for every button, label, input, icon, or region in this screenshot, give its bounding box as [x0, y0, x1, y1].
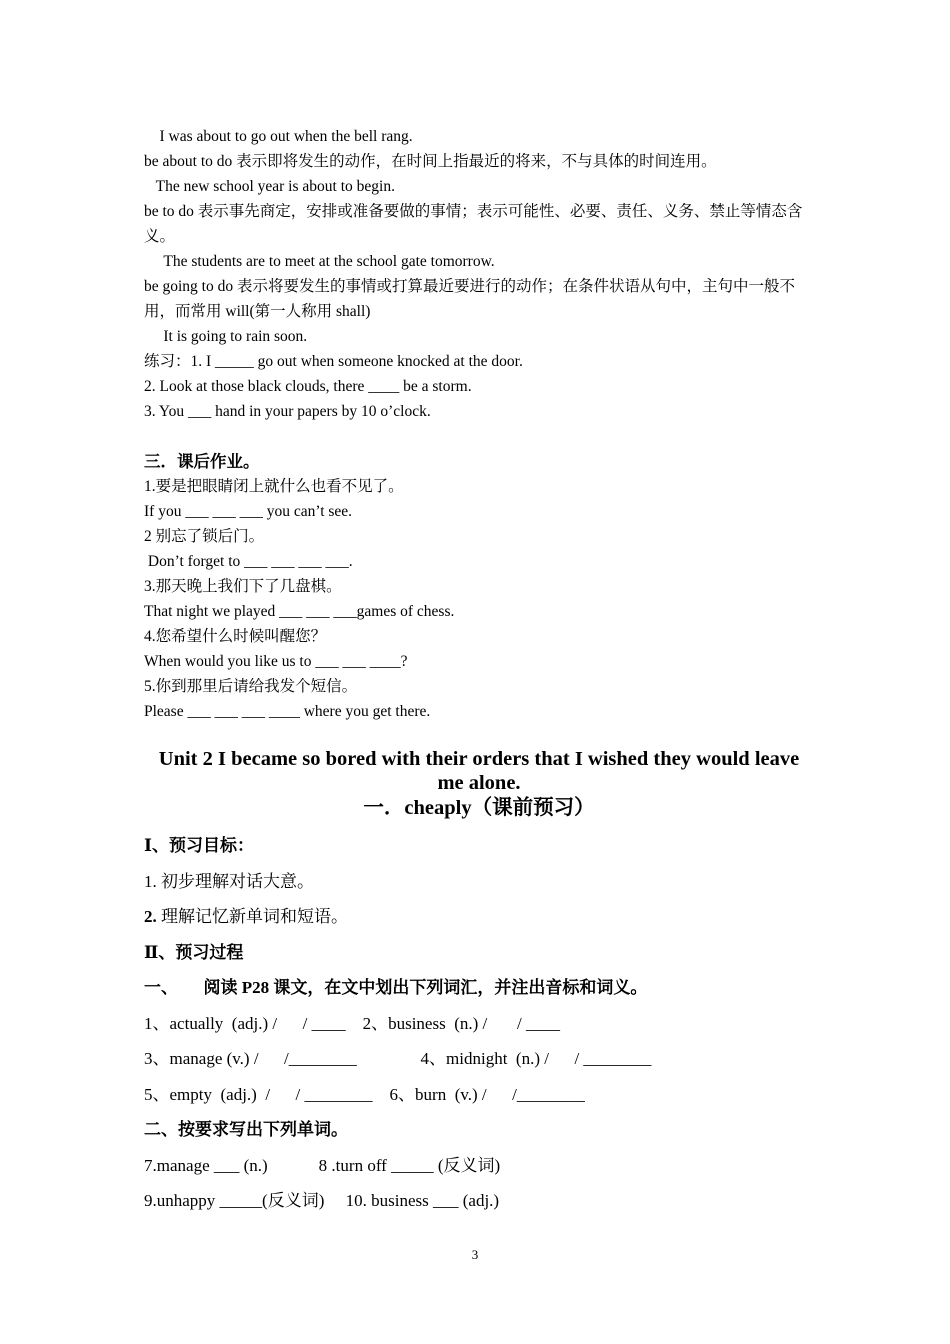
vocab-row: 1、actually (adj.) / / ____ 2、business (n.) / / ____: [144, 1013, 560, 1033]
word-row: 7.manage ___ (n.) 8 .turn off _____ (反义词): [144, 1155, 501, 1175]
grammar-note: be to do 表示事先商定，安排或准备要做的事情；表示可能性、必要、责任、义务、禁止等情态含义。: [144, 203, 803, 245]
goals-heading: Ⅰ、预习目标：: [144, 836, 254, 855]
page-number: 3: [471, 1247, 479, 1262]
word-row: 9.unhappy _____(反义词) 10. business ___ (adj.): [144, 1191, 500, 1210]
homework-item: Don’t forget to ___ ___ ___ ___.: [144, 553, 353, 570]
practice-item: 练习：1. I _____ go out when someone knocked at the door.: [144, 353, 523, 370]
unit-subtitle: 一．cheaply（课前预习）: [363, 797, 595, 819]
homework-item: 2 别忘了锁后门。: [144, 528, 265, 545]
task-heading: 二、按要求写出下列单词。: [144, 1120, 348, 1139]
example-sentence: I was about to go out when the bell rang.: [144, 128, 413, 145]
vocab-row: 5、empty (adj.) / / ________ 6、burn (v.) / /________: [144, 1084, 585, 1104]
unit-title: Unit 2 I became so bored with their orders that I wished they would leave me alone.: [158, 748, 800, 794]
goal-number: 2.: [144, 907, 157, 926]
example-sentence: The students are to meet at the school gate tomorrow.: [144, 253, 495, 270]
practice-item: 2. Look at those black clouds, there ____ be a storm.: [144, 378, 472, 395]
grammar-note: be about to do 表示即将发生的动作，在时间上指最近的将来，不与具体的时间连用。: [144, 153, 717, 170]
homework-item: That night we played ___ ___ ___games of chess.: [144, 603, 455, 620]
homework-item: 5.你到那里后请给我发个短信。: [144, 678, 358, 695]
homework-item: 4.您希望什么时候叫醒您？: [144, 628, 327, 645]
goal-text: 理解记忆新单词和短语。: [156, 907, 348, 926]
grammar-note: be going to do 表示将要发生的事情或打算最近要进行的动作；在条件状语从句中，主句中一般不用，而常用 will(第一人称用 shall): [144, 278, 795, 320]
homework-heading: 三．课后作业。: [144, 452, 260, 471]
spacer: [144, 724, 814, 747]
vocab-row: 3、manage (v.) / /________ 4、midnight (n.) / / ________: [144, 1049, 652, 1068]
example-sentence: It is going to rain soon.: [144, 328, 308, 345]
homework-item: When would you like us to ___ ___ ____?: [144, 653, 408, 670]
spacer: [144, 820, 814, 828]
homework-item: 3.那天晚上我们下了几盘棋。: [144, 578, 342, 595]
example-sentence: The new school year is about to begin.: [144, 178, 395, 195]
goal-item: 1. 初步理解对话大意。: [144, 871, 314, 891]
practice-item: 3. You ___ hand in your papers by 10 o’clock.: [144, 403, 431, 420]
task-heading: 一、 阅读 P28 课文，在文中划出下列词汇，并注出音标和词义。: [144, 978, 648, 997]
process-heading: Ⅱ、预习过程: [144, 942, 244, 962]
page-content: [144, 124, 814, 1219]
homework-item: 1.要是把眼睛闭上就什么也看不见了。: [144, 478, 404, 495]
homework-item: If you ___ ___ ___ you can’t see.: [144, 503, 353, 520]
goal-item: [144, 899, 814, 935]
spacer: [144, 424, 814, 449]
homework-item: Please ___ ___ ___ ____ where you get there.: [144, 703, 431, 720]
